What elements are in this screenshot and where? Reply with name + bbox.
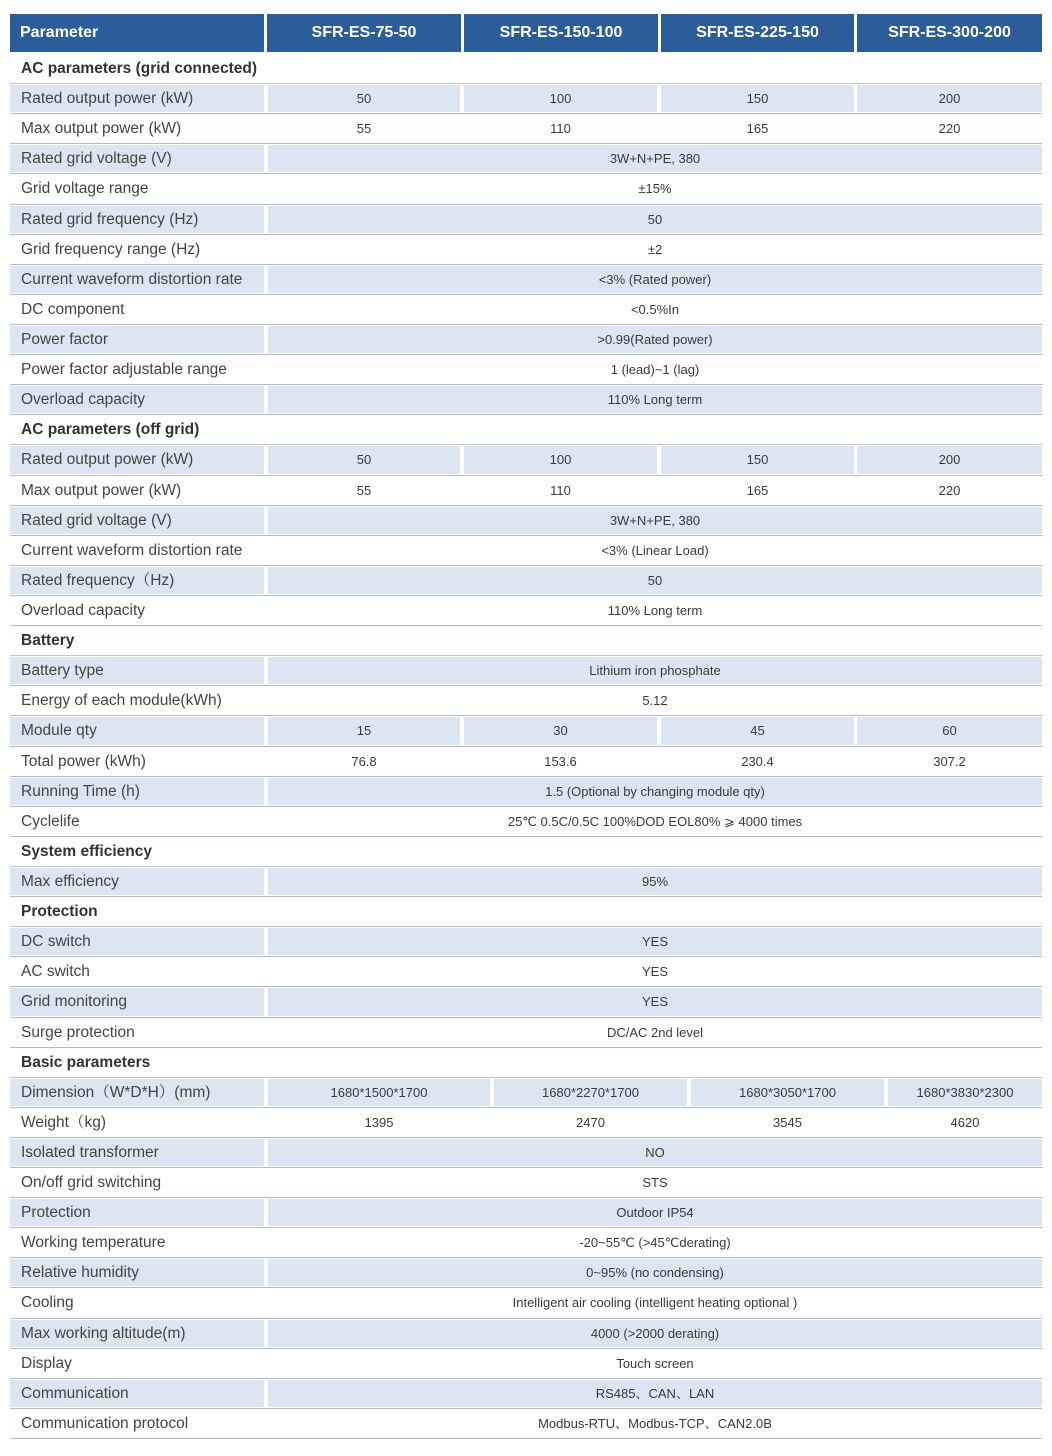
value-cell: 15 bbox=[268, 717, 460, 744]
row-label: Communication protocol bbox=[21, 1414, 189, 1432]
section-row bbox=[10, 897, 1042, 927]
value-cell-span: YES bbox=[641, 964, 668, 980]
table-row bbox=[10, 235, 1042, 265]
value-cell-span: YES bbox=[268, 928, 1042, 955]
value-cell: 1395 bbox=[364, 1114, 394, 1130]
value-cell: 165 bbox=[746, 482, 769, 498]
row-label: Module qty bbox=[10, 717, 264, 744]
table-row bbox=[10, 295, 1042, 325]
row-label: Overload capacity bbox=[10, 386, 264, 413]
value-cell: 1680*3830*2300 bbox=[888, 1079, 1042, 1106]
value-cell: 307.2 bbox=[933, 753, 966, 769]
value-cell-span: NO bbox=[268, 1139, 1042, 1166]
value-cell: 50 bbox=[268, 85, 460, 112]
table-row bbox=[10, 476, 1042, 506]
table-row bbox=[10, 1108, 1042, 1138]
value-cell: 2470 bbox=[576, 1114, 605, 1130]
table-row bbox=[10, 596, 1042, 626]
table-row bbox=[10, 1288, 1042, 1318]
spec-table bbox=[10, 14, 1042, 1439]
header-model-3: SFR-ES-225-150 bbox=[661, 14, 854, 52]
value-cell: 1680*3050*1700 bbox=[691, 1079, 884, 1106]
section-title: Protection bbox=[21, 903, 98, 921]
row-label: Rated grid frequency (Hz) bbox=[10, 206, 264, 233]
section-title: Basic parameters bbox=[21, 1053, 151, 1071]
value-cell-span: 50 bbox=[268, 567, 1042, 594]
value-cell: 30 bbox=[464, 717, 657, 744]
table-row bbox=[10, 987, 1042, 1017]
table-row bbox=[10, 506, 1042, 536]
value-cell: 76.8 bbox=[351, 753, 377, 769]
value-cell-span: -20~55℃ (>45℃derating) bbox=[579, 1235, 731, 1251]
row-label: Battery type bbox=[10, 657, 264, 684]
row-label: Cooling bbox=[21, 1294, 74, 1312]
value-cell-span: 95% bbox=[268, 868, 1042, 895]
value-cell-span: 4000 (>2000 derating) bbox=[268, 1320, 1042, 1347]
table-row bbox=[10, 927, 1042, 957]
row-label: AC switch bbox=[21, 963, 90, 981]
table-row bbox=[10, 144, 1042, 174]
value-cell: 165 bbox=[746, 121, 769, 137]
section-row bbox=[10, 837, 1042, 867]
row-label: Power factor bbox=[10, 326, 264, 353]
value-cell: 1680*1500*1700 bbox=[268, 1079, 490, 1106]
header-model-4: SFR-ES-300-200 bbox=[857, 14, 1042, 52]
table-row bbox=[10, 205, 1042, 235]
row-label: Max output power (kW) bbox=[21, 120, 182, 138]
row-label: Overload capacity bbox=[21, 601, 146, 619]
value-cell-span: DC/AC 2nd level bbox=[606, 1024, 704, 1040]
row-label: Running Time (h) bbox=[10, 778, 264, 805]
row-label: Communication bbox=[10, 1380, 264, 1407]
table-row bbox=[10, 1078, 1042, 1108]
table-row bbox=[10, 385, 1042, 415]
value-cell-span: Outdoor IP54 bbox=[268, 1199, 1042, 1226]
value-cell-span: RS485、CAN、LAN bbox=[268, 1380, 1042, 1407]
value-cell: 100 bbox=[464, 446, 657, 473]
header-model-2: SFR-ES-150-100 bbox=[464, 14, 658, 52]
table-row bbox=[10, 445, 1042, 475]
value-cell-span: 0~95% (no condensing) bbox=[268, 1259, 1042, 1286]
value-cell: 110 bbox=[550, 121, 571, 137]
table-row bbox=[10, 656, 1042, 686]
value-cell-span: ±15% bbox=[638, 181, 672, 197]
table-row bbox=[10, 1258, 1042, 1288]
table-row bbox=[10, 1018, 1042, 1048]
value-cell-span: 1 (lead)~1 (lag) bbox=[610, 362, 700, 378]
row-label: Current waveform distortion rate bbox=[21, 541, 243, 559]
value-cell-span: <3% (Rated power) bbox=[268, 266, 1042, 293]
value-cell: 60 bbox=[857, 717, 1042, 744]
header-model-1: SFR-ES-75-50 bbox=[267, 14, 461, 52]
value-cell-span: >0.99(Rated power) bbox=[268, 326, 1042, 353]
section-row bbox=[10, 54, 1042, 84]
value-cell-span: Intelligent air cooling (intelligent heating optional ) bbox=[512, 1295, 798, 1311]
table-row bbox=[10, 355, 1042, 385]
value-cell-span: 25℃ 0.5C/0.5C 100%DOD EOL80% ⩾ 4000 times bbox=[507, 813, 803, 829]
row-label: Rated frequency（Hz) bbox=[10, 567, 264, 594]
value-cell-span: 1.5 (Optional by changing module qty) bbox=[268, 778, 1042, 805]
value-cell: 55 bbox=[356, 121, 372, 137]
section-title: AC parameters (off grid) bbox=[21, 421, 200, 439]
value-cell-span: 110% Long term bbox=[268, 386, 1042, 413]
table-row bbox=[10, 716, 1042, 746]
row-label: Surge protection bbox=[21, 1023, 135, 1041]
section-title: AC parameters (grid connected) bbox=[21, 60, 257, 77]
row-label: Dimension（W*D*H）(mm) bbox=[10, 1079, 264, 1106]
table-row bbox=[10, 325, 1042, 355]
table-row bbox=[10, 747, 1042, 777]
value-cell: 200 bbox=[857, 85, 1042, 112]
value-cell: 110 bbox=[550, 482, 571, 498]
row-label: Max efficiency bbox=[10, 868, 264, 895]
value-cell-span: Lithium iron phosphate bbox=[268, 657, 1042, 684]
row-label: Cyclelife bbox=[21, 812, 80, 830]
table-row bbox=[10, 1228, 1042, 1258]
value-cell-span: YES bbox=[268, 988, 1042, 1015]
row-label: Working temperature bbox=[21, 1234, 166, 1252]
value-cell: 50 bbox=[268, 446, 460, 473]
value-cell: 150 bbox=[661, 446, 854, 473]
row-label: Display bbox=[21, 1354, 72, 1372]
value-cell-span: Modbus-RTU、Modbus-TCP、CAN2.0B bbox=[538, 1415, 772, 1431]
value-cell-span: Touch screen bbox=[616, 1355, 694, 1371]
row-label: On/off grid switching bbox=[21, 1174, 162, 1192]
table-row bbox=[10, 566, 1042, 596]
table-row bbox=[10, 1409, 1042, 1439]
row-label: Weight（kg) bbox=[21, 1113, 106, 1131]
row-label: Energy of each module(kWh) bbox=[21, 692, 222, 710]
table-row bbox=[10, 686, 1042, 716]
table-row bbox=[10, 1319, 1042, 1349]
value-cell-span: <3% (Linear Load) bbox=[601, 542, 709, 558]
table-row bbox=[10, 807, 1042, 837]
row-label: Rated output power (kW) bbox=[10, 446, 264, 473]
value-cell: 4620 bbox=[950, 1114, 980, 1130]
table-row bbox=[10, 174, 1042, 204]
row-label: DC component bbox=[21, 300, 125, 318]
section-row bbox=[10, 626, 1042, 656]
section-row bbox=[10, 415, 1042, 445]
table-row bbox=[10, 114, 1042, 144]
row-label: Rated grid voltage (V) bbox=[10, 145, 264, 172]
table-row bbox=[10, 265, 1042, 295]
value-cell-span: STS bbox=[642, 1175, 668, 1191]
value-cell: 153.6 bbox=[544, 753, 577, 769]
row-label: Rated grid voltage (V) bbox=[10, 507, 264, 534]
table-row bbox=[10, 1349, 1042, 1379]
row-label: Power factor adjustable range bbox=[21, 361, 227, 379]
value-cell-span: 3W+N+PE, 380 bbox=[268, 145, 1042, 172]
row-label: Max working altitude(m) bbox=[10, 1320, 264, 1347]
table-row bbox=[10, 1138, 1042, 1168]
header-parameter: Parameter bbox=[10, 14, 264, 52]
value-cell-span: 110% Long term bbox=[607, 602, 703, 618]
table-row bbox=[10, 957, 1042, 987]
row-label: Grid monitoring bbox=[10, 988, 264, 1015]
table-row bbox=[10, 777, 1042, 807]
table-body bbox=[10, 54, 1042, 1439]
value-cell: 3545 bbox=[773, 1114, 802, 1130]
table-row bbox=[10, 1168, 1042, 1198]
row-label: Grid voltage range bbox=[21, 180, 149, 198]
section-row bbox=[10, 1048, 1042, 1078]
value-cell: 220 bbox=[938, 482, 961, 498]
table-row bbox=[10, 1379, 1042, 1409]
row-label: Max output power (kW) bbox=[21, 481, 182, 499]
row-label: Relative humidity bbox=[10, 1259, 264, 1286]
value-cell: 55 bbox=[356, 482, 372, 498]
table-row bbox=[10, 536, 1042, 566]
value-cell-span: 50 bbox=[268, 206, 1042, 233]
row-label: Rated output power (kW) bbox=[10, 85, 264, 112]
value-cell-span: 3W+N+PE, 380 bbox=[268, 507, 1042, 534]
table-row bbox=[10, 1198, 1042, 1228]
value-cell-span: 5.12 bbox=[642, 693, 668, 709]
row-label: Total power (kWh) bbox=[21, 752, 146, 770]
row-label: Isolated transformer bbox=[10, 1139, 264, 1166]
value-cell: 230.4 bbox=[741, 753, 774, 769]
value-cell: 150 bbox=[661, 85, 854, 112]
table-row bbox=[10, 867, 1042, 897]
row-label: DC switch bbox=[10, 928, 264, 955]
table-row bbox=[10, 84, 1042, 114]
table-header bbox=[10, 14, 1042, 54]
value-cell-span: <0.5%In bbox=[630, 301, 680, 317]
section-title: Battery bbox=[21, 632, 75, 650]
row-label: Grid frequency range (Hz) bbox=[21, 240, 201, 258]
value-cell: 220 bbox=[938, 121, 961, 137]
section-title: System efficiency bbox=[21, 842, 152, 860]
value-cell-span: ±2 bbox=[647, 241, 663, 257]
row-label: Protection bbox=[10, 1199, 264, 1226]
value-cell: 200 bbox=[857, 446, 1042, 473]
row-label: Current waveform distortion rate bbox=[10, 266, 264, 293]
value-cell: 45 bbox=[661, 717, 854, 744]
value-cell: 1680*2270*1700 bbox=[494, 1079, 687, 1106]
value-cell: 100 bbox=[464, 85, 657, 112]
